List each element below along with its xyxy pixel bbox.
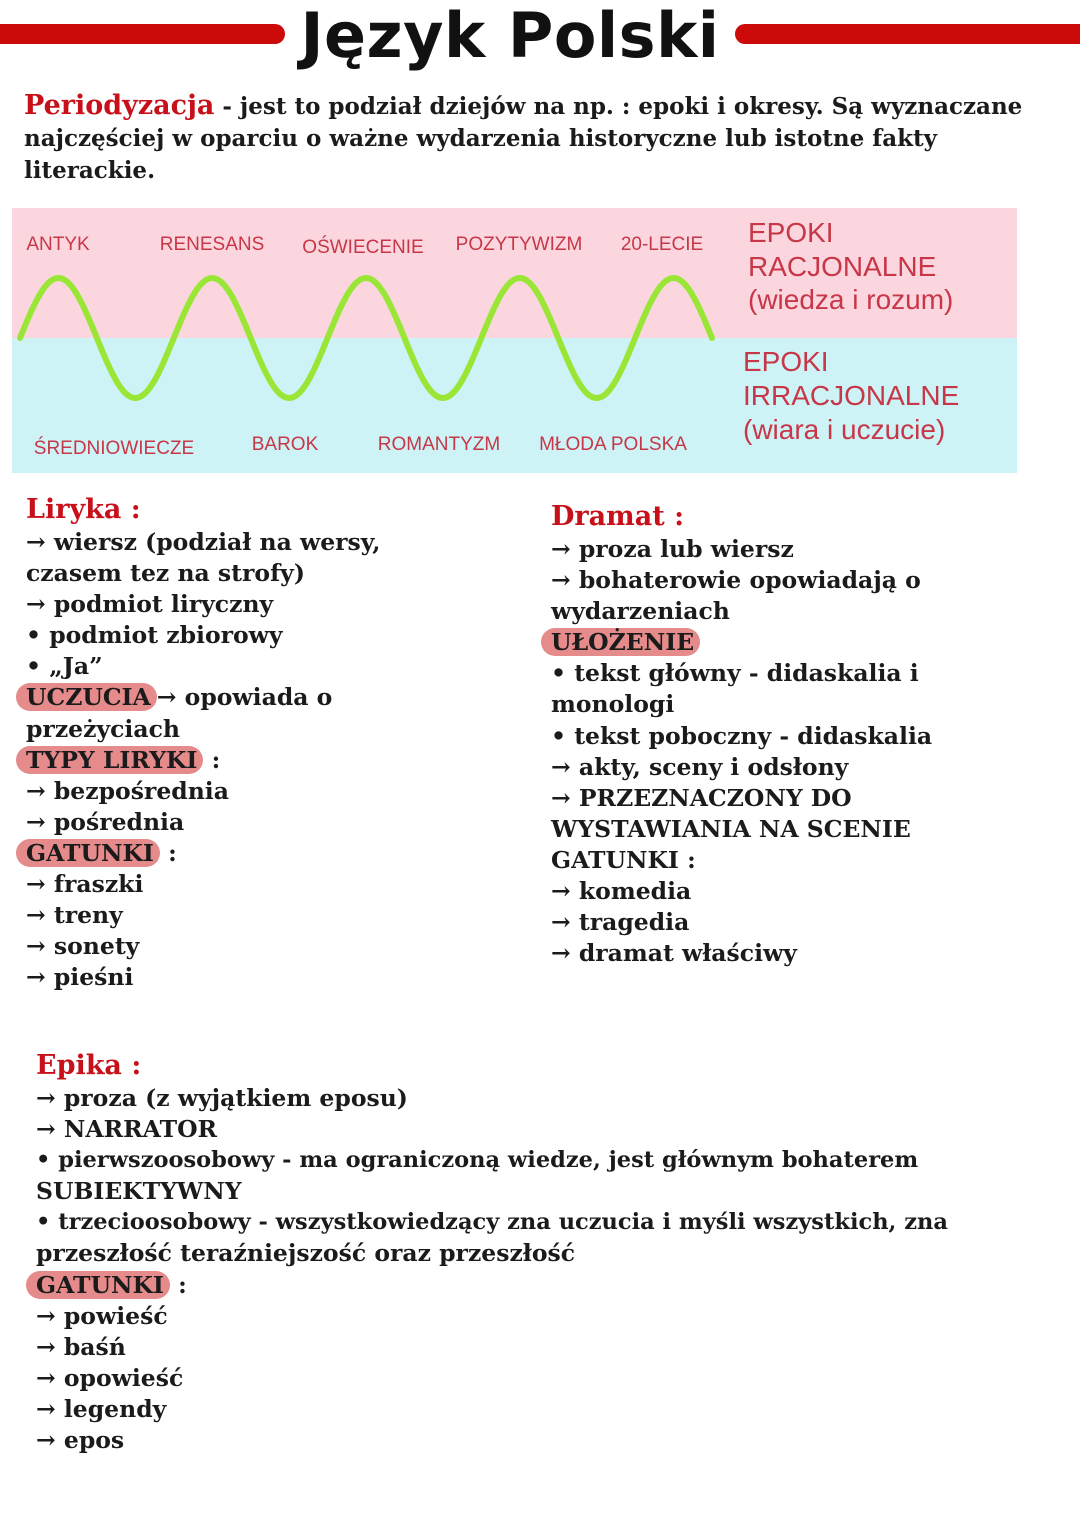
list-item: → akty, sceny i odsłony <box>551 752 849 781</box>
epoch-antyk: ANTYK <box>26 234 90 255</box>
uczucia-tag: UCZUCIA <box>16 683 157 711</box>
epoch-romantyzm: ROMANTYZM <box>377 434 501 455</box>
list-item: → dramat właściwy <box>551 939 797 968</box>
dramat-section <box>551 500 1061 969</box>
list-item: → legendy <box>36 1394 167 1423</box>
typy-tag: TYPY LIRYKI <box>16 746 203 774</box>
list-item: → baśń <box>36 1332 126 1361</box>
periodization-definition <box>24 90 1034 187</box>
list-item: → pośrednia <box>26 807 185 836</box>
list-item: → sonety <box>26 932 140 961</box>
list-item: monologi <box>551 690 675 719</box>
dramat-heading: Dramat : <box>551 501 685 532</box>
list-item: SUBIEKTYWNY <box>36 1177 242 1206</box>
irrational-label-line2: IRRACJONALNE <box>743 380 960 411</box>
list-item: • „Ja” <box>26 652 103 681</box>
list-item: przeszłość teraźniejszość oraz przeszłość <box>36 1239 576 1268</box>
epoch-20-lecie: 20-LECIE <box>620 234 704 255</box>
periodization-text: - jest to podział dziejów na np. : epoki i okresy. Są wyznaczane najczęściej w oparciu o ważne wydarzenia historyczne lub istotne fakty literackie. <box>24 93 1023 184</box>
list-item: przeżyciach <box>26 714 180 743</box>
periodization-term: Periodyzacja <box>24 90 215 121</box>
periodization-diagram <box>12 208 1017 473</box>
list-item: → opowieść <box>36 1363 184 1392</box>
list-item: → proza lub wiersz <box>551 535 794 563</box>
list-item: • trzecioosobowy - wszystkowiedzący zna uczucia i myśli wszystkich, zna <box>36 1209 948 1236</box>
list-item: → fraszki <box>26 870 144 899</box>
epoch-sredniowiecze: ŚREDNIOWIECZE <box>33 438 195 459</box>
list-item: wydarzeniach <box>551 597 730 626</box>
gatunki-tag: GATUNKI <box>16 839 160 867</box>
dramat-gatunki-heading: GATUNKI : <box>551 845 696 874</box>
list-item: → PRZEZNACZONY DO <box>551 783 852 812</box>
gatunki-line <box>26 838 506 869</box>
liryka-heading: Liryka : <box>26 494 141 525</box>
list-item: • podmiot zbiorowy <box>26 621 283 650</box>
uczucia-line <box>26 682 506 713</box>
epika-gatunki-colon: : <box>169 1270 187 1299</box>
epika-gatunki-line <box>36 1270 1066 1301</box>
epika-heading: Epika : <box>36 1050 142 1081</box>
rational-label-line2: RACJONALNE <box>748 251 937 282</box>
list-item: → komedia <box>551 877 692 906</box>
irrational-label-line1: EPOKI <box>743 346 829 377</box>
rational-label-line1: EPOKI <box>748 217 834 248</box>
list-item: • tekst poboczny - didaskalia <box>551 721 933 750</box>
ulozenie-tag: UŁOŻENIE <box>541 628 700 656</box>
list-item: → bezpośrednia <box>26 776 229 805</box>
list-item: → treny <box>26 901 123 930</box>
list-item: → proza (z wyjątkiem eposu) <box>36 1084 408 1112</box>
uczucia-text: → opowiada o <box>156 683 333 712</box>
epoch-barok: BAROK <box>251 434 319 455</box>
epika-section <box>36 1049 1066 1456</box>
gatunki-colon: : <box>159 838 177 867</box>
epoch-mloda-polska: MŁODA POLSKA <box>539 434 687 455</box>
header-bar-right <box>735 24 1080 44</box>
list-item: WYSTAWIANIA NA SCENIE <box>551 814 911 843</box>
list-item: → epos <box>36 1426 125 1455</box>
list-item: • tekst główny - didaskalia i <box>551 659 919 688</box>
typy-colon: : <box>203 745 221 774</box>
list-item: → powieść <box>36 1301 168 1330</box>
rational-label-line3: (wiedza i rozum) <box>748 284 954 315</box>
list-item: → pieśni <box>26 963 134 992</box>
list-item: czasem tez na strofy) <box>26 559 305 588</box>
epoch-oswiecenie: OŚWIECENIE <box>302 237 424 258</box>
ulozenie-line <box>551 627 1061 658</box>
list-item: • pierwszoosobowy - ma ograniczoną wiedze, jest głównym bohaterem <box>36 1147 919 1174</box>
list-item: → NARRATOR <box>36 1115 218 1144</box>
epoch-renesans: RENESANS <box>159 234 265 255</box>
list-item: → bohaterowie opowiadają o <box>551 566 921 595</box>
header-bar-left <box>0 24 285 44</box>
page-title: Język Polski <box>300 0 720 72</box>
list-item: → wiersz (podział na wersy, <box>26 528 381 556</box>
irrational-label-line3: (wiara i uczucie) <box>743 414 946 445</box>
list-item: → podmiot liryczny <box>26 590 274 619</box>
liryka-section <box>26 493 506 993</box>
epoch-pozytywizm: POZYTYWIZM <box>455 234 583 255</box>
epika-gatunki-tag: GATUNKI <box>26 1271 170 1299</box>
typy-line <box>26 745 506 776</box>
list-item: → tragedia <box>551 908 690 937</box>
